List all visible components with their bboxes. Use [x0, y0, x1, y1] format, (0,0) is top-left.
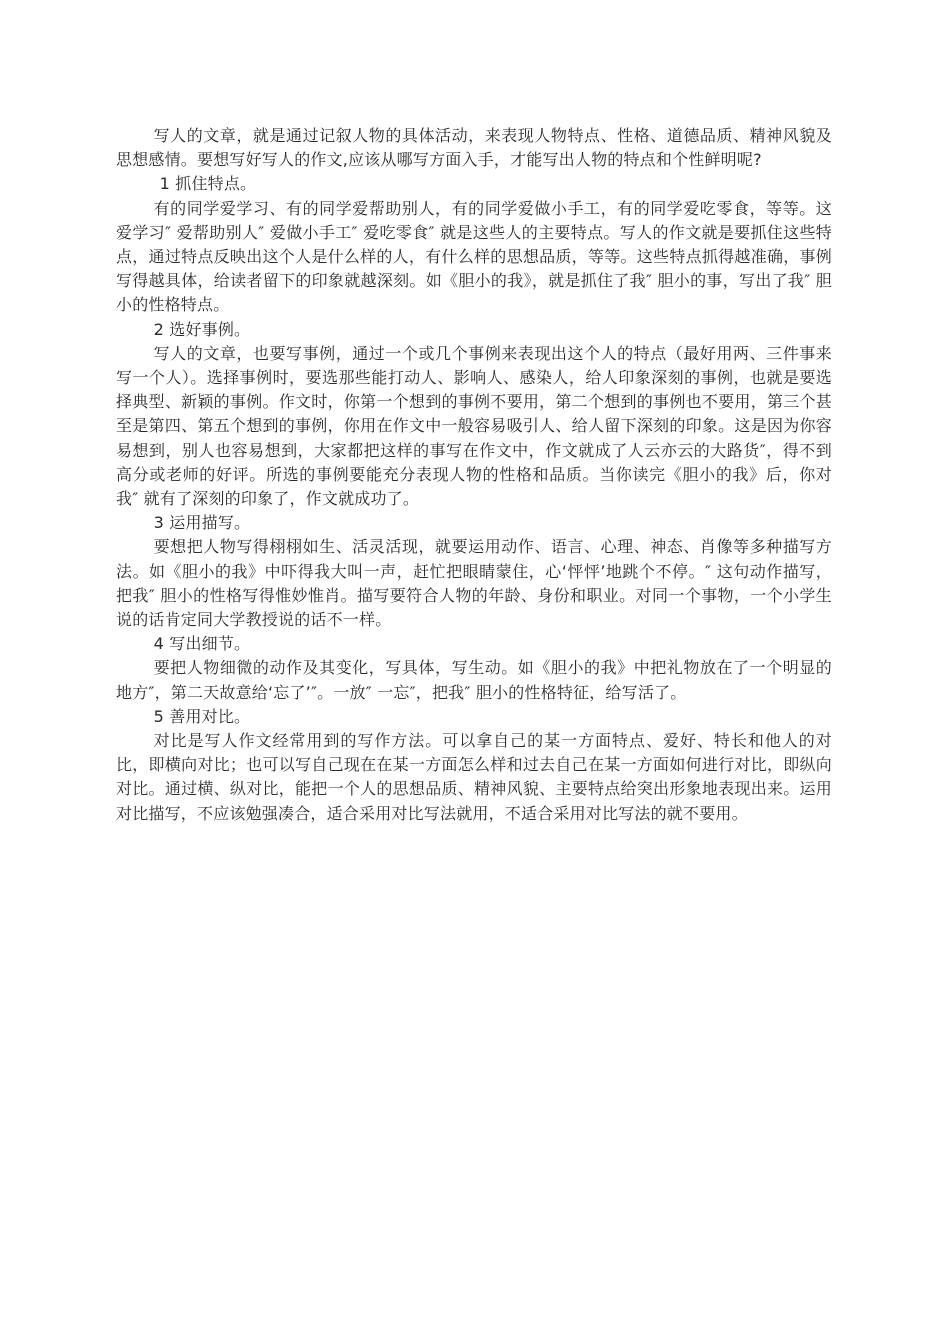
section-3-heading: 3 运用描写。: [153, 513, 251, 533]
section-3-body: 要想把人物写得栩栩如生、活灵活现，就要运用动作、语言、心理、神态、肖像等多种描写方法。如《胆小的我》中吓得我大叫一声，赶忙把眼睛蒙住，心‘怦怦’地跳个不停。″ 这句动作描写，把我″ 胆小的性格写得惟妙惟肖。描写要符合人物的年龄、身份和职业。对同一个事物，一个小学生说的话肯定同大学教授说的话不一样。: [116, 537, 832, 630]
section-5-heading: 5 善用对比。: [153, 706, 251, 726]
intro-paragraph: 写人的文章，就是通过记叙人物的具体活动，来表现人物特点、性格、道德品质、精神风貌及思想感情。要想写好写人的作文,应该从哪写方面入手，才能写出人物的特点和个性鲜明呢?: [116, 126, 832, 170]
section-2-heading: 2 选好事例。: [153, 319, 251, 339]
section-4-body: 要把人物细微的动作及其变化，写具体，写生动。如《胆小的我》中把礼物放在了一个明显的地方″，第二天故意给‘忘了’″。一放″ 一忘″，把我″ 胆小的性格特征，给写活了。: [116, 658, 832, 702]
section-1-heading: 1 抓住特点。: [159, 174, 257, 194]
section-4-heading: 4 写出细节。: [153, 634, 251, 654]
section-2-body: 写人的文章，也要写事例，通过一个或几个事例来表现出这个人的特点（最好用两、三件事来写一个人）。选择事例时，要选那些能打动人、影响人、感染人，给人印象深刻的事例，也就是要选择典型、新颖的事例。作文时，你第一个想到的事例不要用，第二个想到的事例也不要用，第三个甚至是第四、第五个想到的事例，你用在作文中一般容易吸引人、给人留下深刻的印象。这是因为你容易想到，别人也容易想到，大家都把这样的事写在作文中，作文就成了人云亦云的大路货″，得不到高分或老师的好评。所选的事例要能充分表现人物的性格和品质。当你读完《胆小的我》后，你对我″ 就有了深刻的印象了，作文就成功了。: [116, 343, 832, 509]
section-5-body: 对比是写人作文经常用到的写作方法。可以拿自己的某一方面特点、爱好、特长和他人的对比，即横向对比；也可以写自己现在在某一方面怎么样和过去自己在某一方面如何进行对比，即纵向对比。通过横、纵对比，能把一个人的思想品质、精神风貌、主要特点给突出形象地表现出来。运用对比描写，不应该勉强凑合，适合采用对比写法就用，不适合采用对比写法的就不要用。: [116, 731, 832, 823]
section-1-body: 有的同学爱学习、有的同学爱帮助别人，有的同学爱做小手工，有的同学爱吃零食，等等。这爱学习″ 爱帮助别人″ 爱做小手工″ 爱吃零食″ 就是这些人的主要特点。写人的作文就是要抓住这些特点，通过特点反映出这个人是什么样的人，有什么样的思想品质，等等。这些特点抓得越准确，事例写得越具体，给读者留下的印象就越深刻。如《胆小的我》，就是抓住了我″ 胆小的事，写出了我″ 胆小的性格特点。: [116, 198, 832, 315]
document-body: [116, 124, 832, 826]
